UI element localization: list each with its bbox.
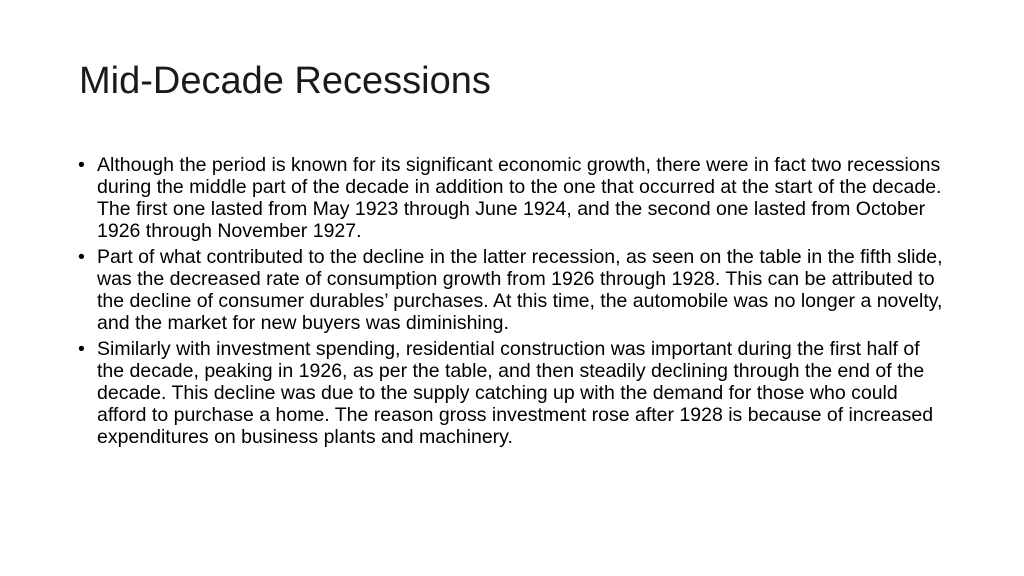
bullet-text: Part of what contributed to the decline in the latter recession, as seen on the table in the fifth slide, was the decreased rate of consumption growth from 1926 through 1928. This can be attributed to the decline of consumer durables’ purchases. At this time, the automobile was no longer a novelty, and the market for new buyers was diminishing.	[97, 246, 943, 334]
bullet-dot-icon: •	[78, 338, 85, 360]
bullet-list	[78, 154, 948, 452]
bullet-text: Although the period is known for its significant economic growth, there were in fact two recessions during the middle part of the decade in addition to the one that occurred at the start of the decade. The first one lasted from May 1923 through June 1924, and the second one lasted from October 1926 through November 1927.	[97, 154, 942, 242]
bullet-item-3	[78, 338, 948, 448]
bullet-dot-icon: •	[78, 154, 85, 176]
slide-title: Mid-Decade Recessions	[79, 60, 491, 102]
bullet-text: Similarly with investment spending, residential construction was important during the first half of the decade, peaking in 1926, as per the table, and then steadily declining through the end of the decade. This decline was due to the supply catching up with the demand for those who could afford to purchase a home. The reason gross investment rose after 1928 is because of increased expenditures on business plants and machinery.	[97, 338, 934, 448]
bullet-item-2	[78, 246, 948, 334]
bullet-item-1	[78, 154, 948, 242]
bullet-dot-icon: •	[78, 246, 85, 268]
